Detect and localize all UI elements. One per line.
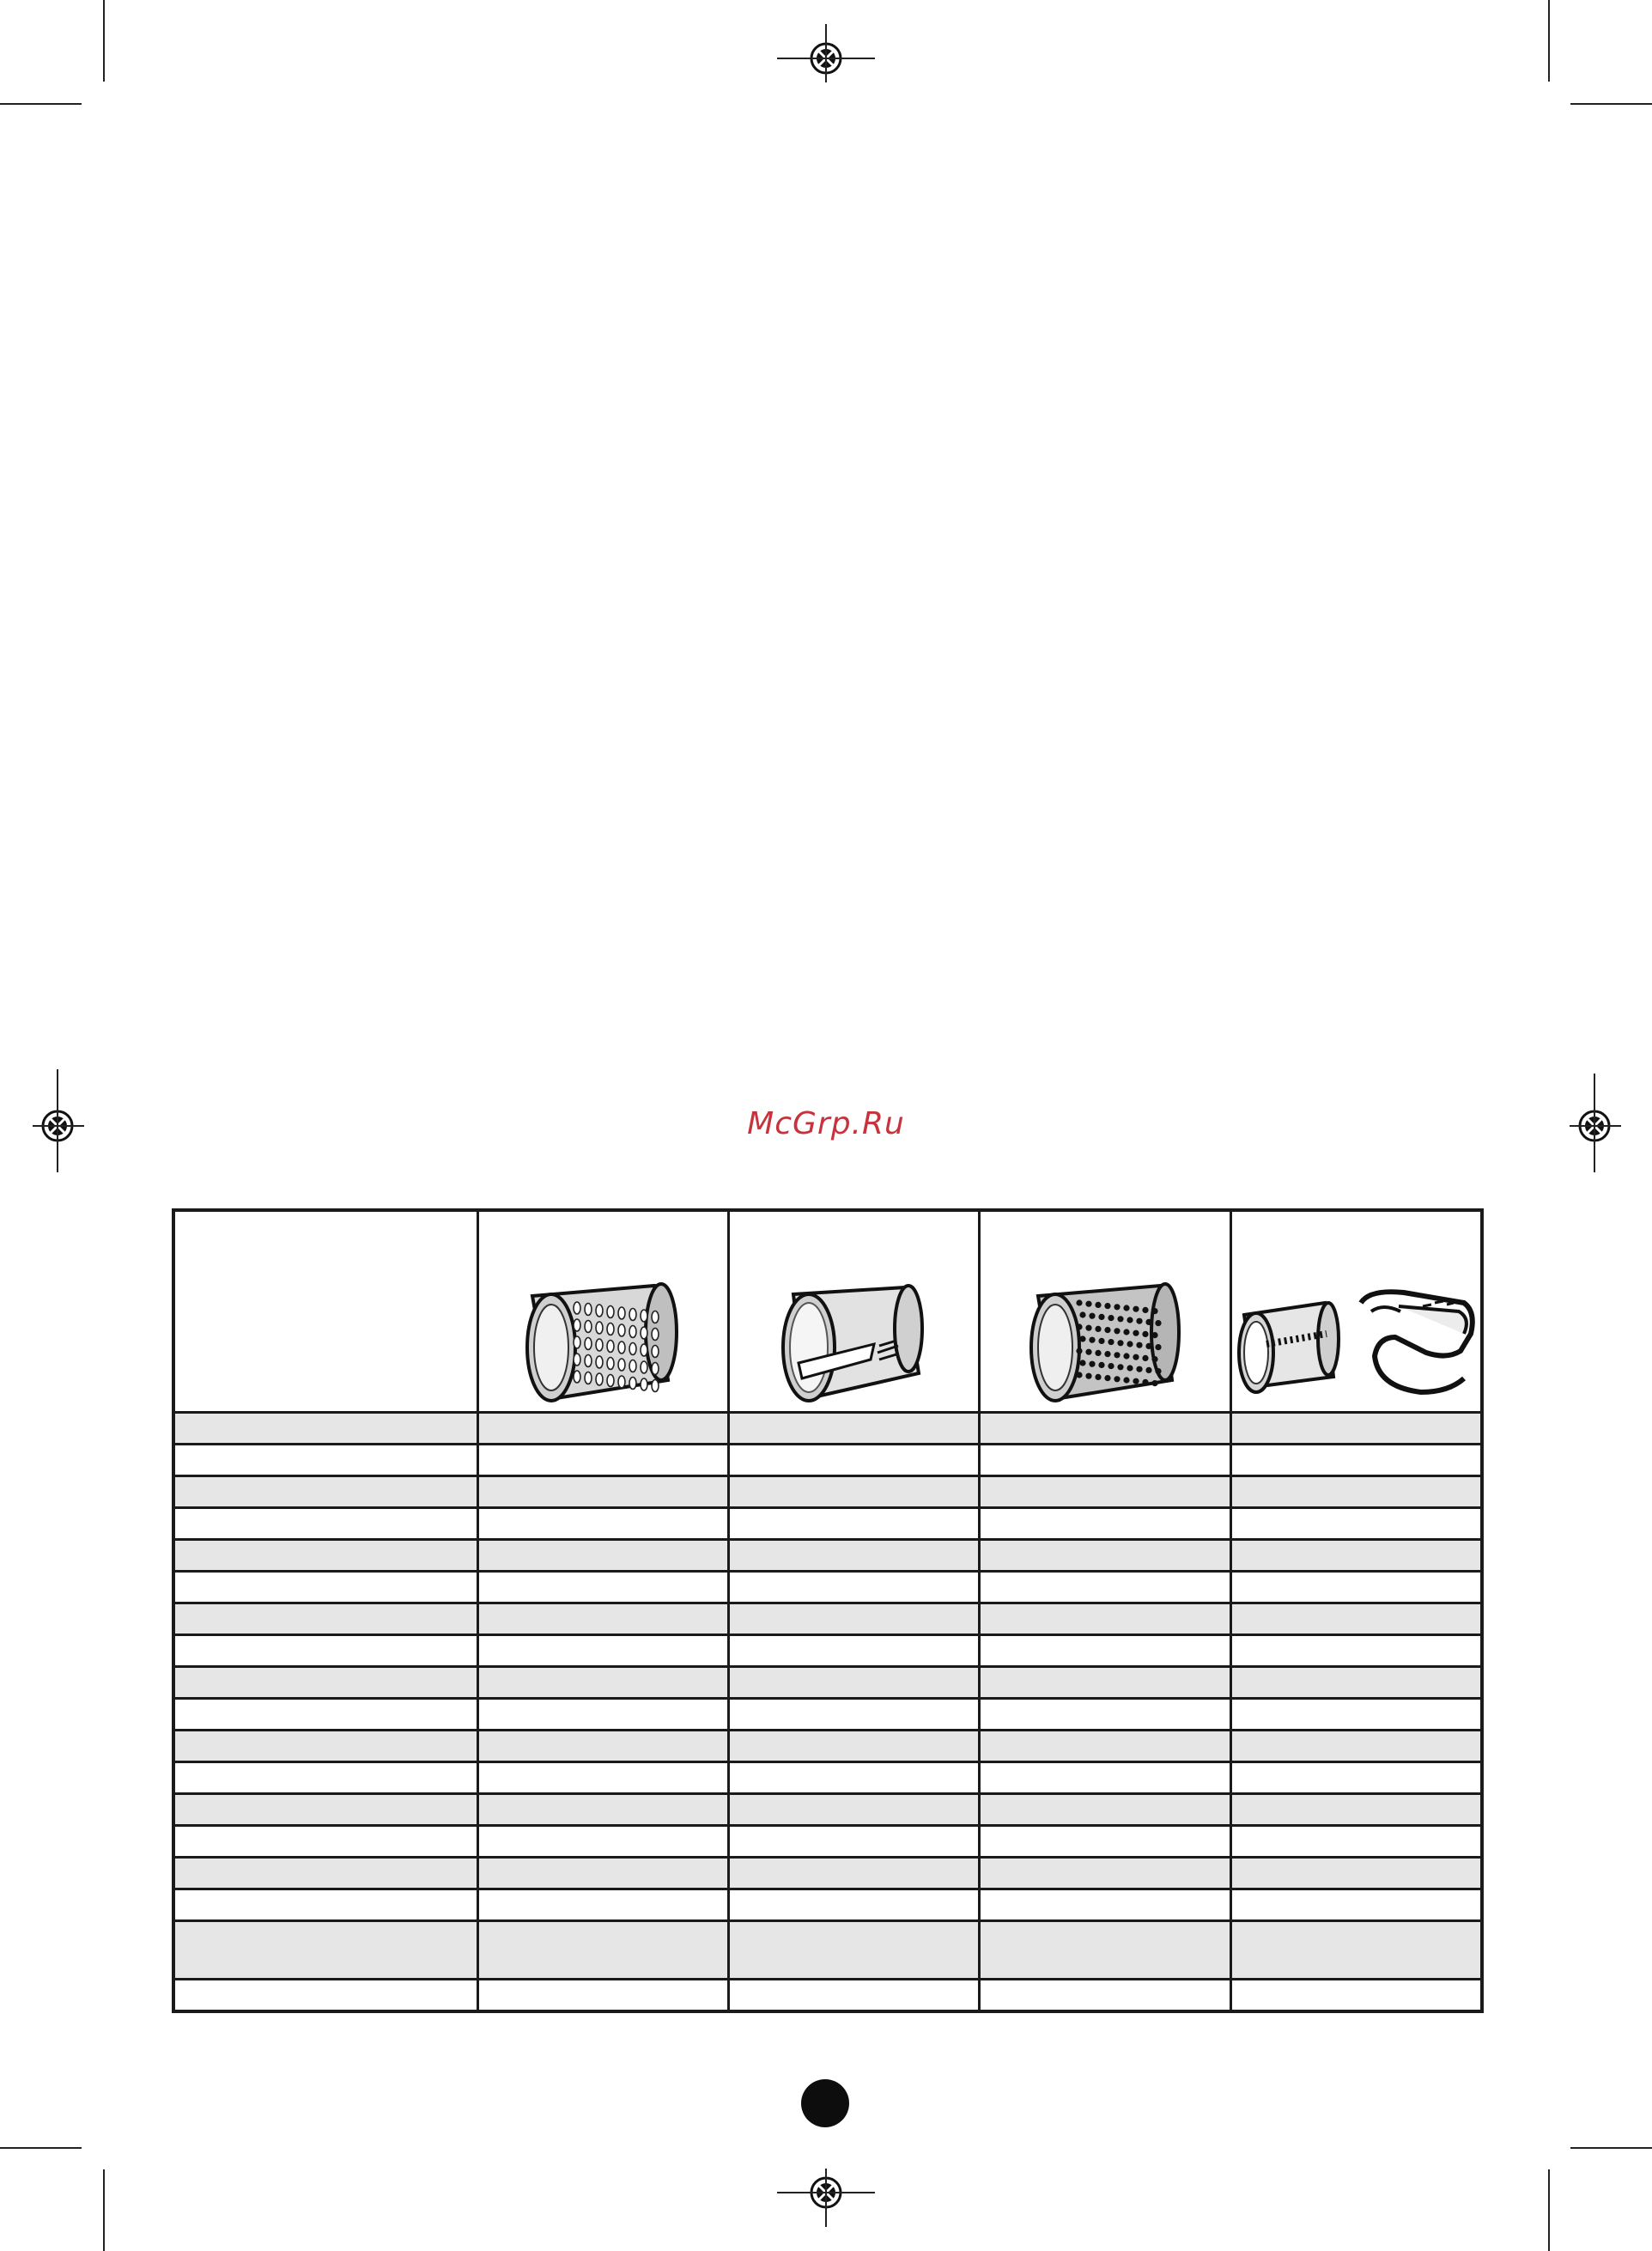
page-number-badge xyxy=(801,2079,849,2127)
table-cell xyxy=(1230,1603,1482,1635)
fine-grater-drum-icon xyxy=(1019,1277,1191,1406)
table-cell xyxy=(477,1572,728,1603)
table-cell xyxy=(728,1445,979,1476)
table-cell xyxy=(173,1508,477,1540)
table-cell xyxy=(979,1667,1230,1699)
crop-mark xyxy=(103,0,105,82)
table-cell xyxy=(1230,1794,1482,1826)
table-cell xyxy=(173,1921,477,1980)
table-cell xyxy=(1230,1826,1482,1858)
table-cell xyxy=(979,1603,1230,1635)
table-cell xyxy=(173,1572,477,1603)
table-cell xyxy=(1230,1445,1482,1476)
table-cell xyxy=(173,1699,477,1731)
table-cell xyxy=(173,1603,477,1635)
table-cell xyxy=(477,1980,728,2012)
table-header-row xyxy=(173,1210,1482,1413)
table-cell xyxy=(979,1921,1230,1980)
table-cell xyxy=(477,1476,728,1508)
header-cell-coarse-grater xyxy=(477,1210,728,1413)
table-cell xyxy=(173,1635,477,1667)
table-cell xyxy=(477,1762,728,1794)
crop-mark xyxy=(0,103,82,105)
table-cell xyxy=(728,1889,979,1921)
table-row xyxy=(173,1921,1482,1980)
table-cell xyxy=(477,1413,728,1445)
table-cell xyxy=(173,1413,477,1445)
table-cell xyxy=(173,1476,477,1508)
table-row xyxy=(173,1731,1482,1762)
table-cell xyxy=(728,1667,979,1699)
table-cell xyxy=(1230,1921,1482,1980)
crosshair-line xyxy=(825,24,827,82)
table-cell xyxy=(1230,1889,1482,1921)
crop-mark xyxy=(1570,103,1652,105)
table-row xyxy=(173,1980,1482,2012)
table-cell xyxy=(477,1508,728,1540)
table-row xyxy=(173,1445,1482,1476)
table-cell xyxy=(477,1667,728,1699)
table-cell xyxy=(728,1476,979,1508)
header-cell-spiral-cutter xyxy=(1230,1210,1482,1413)
crop-mark xyxy=(1548,2169,1550,2251)
table-cell xyxy=(1230,1762,1482,1794)
table-cell xyxy=(1230,1540,1482,1572)
table-cell xyxy=(728,1413,979,1445)
table-cell xyxy=(979,1762,1230,1794)
table-cell xyxy=(477,1858,728,1889)
table-cell xyxy=(979,1540,1230,1572)
table-cell xyxy=(173,1794,477,1826)
table-cell xyxy=(477,1540,728,1572)
table-cell xyxy=(173,1889,477,1921)
accessory-table xyxy=(172,1208,1484,2013)
table-cell xyxy=(728,1980,979,2012)
table-cell xyxy=(173,1667,477,1699)
table-cell xyxy=(1230,1413,1482,1445)
table-cell xyxy=(728,1572,979,1603)
header-cell-empty xyxy=(173,1210,477,1413)
table-cell xyxy=(477,1445,728,1476)
table-cell xyxy=(979,1508,1230,1540)
table-cell xyxy=(979,1731,1230,1762)
table-cell xyxy=(477,1921,728,1980)
table-row xyxy=(173,1476,1482,1508)
table-cell xyxy=(979,1476,1230,1508)
table-row xyxy=(173,1889,1482,1921)
table-cell xyxy=(979,1635,1230,1667)
table-cell xyxy=(1230,1667,1482,1699)
table-cell xyxy=(979,1413,1230,1445)
table-cell xyxy=(728,1540,979,1572)
table-cell xyxy=(1230,1858,1482,1889)
slicer-drum-icon xyxy=(768,1277,939,1406)
table-cell xyxy=(477,1826,728,1858)
crop-mark xyxy=(1570,2147,1652,2149)
table-row xyxy=(173,1826,1482,1858)
table-cell xyxy=(728,1858,979,1889)
table-cell xyxy=(979,1826,1230,1858)
table-cell xyxy=(728,1731,979,1762)
table-cell xyxy=(477,1889,728,1921)
table-cell xyxy=(979,1858,1230,1889)
table-cell xyxy=(477,1699,728,1731)
table-cell xyxy=(173,1826,477,1858)
table-cell xyxy=(477,1794,728,1826)
table-cell xyxy=(173,1731,477,1762)
table-cell xyxy=(728,1762,979,1794)
table-cell xyxy=(1230,1731,1482,1762)
table-cell xyxy=(979,1980,1230,2012)
table-cell xyxy=(979,1699,1230,1731)
table-row xyxy=(173,1413,1482,1445)
table-cell xyxy=(173,1445,477,1476)
table-cell xyxy=(173,1858,477,1889)
table-cell xyxy=(979,1794,1230,1826)
table-cell xyxy=(477,1635,728,1667)
table-cell xyxy=(728,1921,979,1980)
table-row xyxy=(173,1762,1482,1794)
table-row xyxy=(173,1572,1482,1603)
table-row xyxy=(173,1699,1482,1731)
crop-mark xyxy=(0,2147,82,2149)
crosshair-line xyxy=(825,2169,827,2227)
crop-mark xyxy=(103,2169,105,2251)
table-row xyxy=(173,1794,1482,1826)
table-row xyxy=(173,1858,1482,1889)
table-cell xyxy=(728,1508,979,1540)
table-row xyxy=(173,1603,1482,1635)
table-row xyxy=(173,1635,1482,1667)
table-cell xyxy=(1230,1572,1482,1603)
spiral-cutter-and-pusher-icon xyxy=(1232,1277,1481,1406)
table-cell xyxy=(173,1540,477,1572)
table-cell xyxy=(1230,1635,1482,1667)
table-cell xyxy=(728,1826,979,1858)
header-cell-fine-grater xyxy=(979,1210,1230,1413)
crop-mark xyxy=(1548,0,1550,82)
table-cell xyxy=(477,1603,728,1635)
table-cell xyxy=(979,1572,1230,1603)
table-cell xyxy=(173,1980,477,2012)
table-cell xyxy=(728,1635,979,1667)
table-cell xyxy=(1230,1476,1482,1508)
table-cell xyxy=(979,1889,1230,1921)
table-row xyxy=(173,1540,1482,1572)
watermark-text: McGrp.Ru xyxy=(747,1106,905,1141)
table-row xyxy=(173,1667,1482,1699)
table-cell xyxy=(979,1445,1230,1476)
table-row xyxy=(173,1508,1482,1540)
table-cell xyxy=(728,1794,979,1826)
table-cell xyxy=(477,1731,728,1762)
table-cell xyxy=(728,1699,979,1731)
header-cell-slicer xyxy=(728,1210,979,1413)
coarse-grater-drum-icon xyxy=(517,1277,689,1406)
table-cell xyxy=(173,1762,477,1794)
table-cell xyxy=(1230,1508,1482,1540)
table-cell xyxy=(1230,1699,1482,1731)
table-cell xyxy=(728,1603,979,1635)
table-cell xyxy=(1230,1980,1482,2012)
